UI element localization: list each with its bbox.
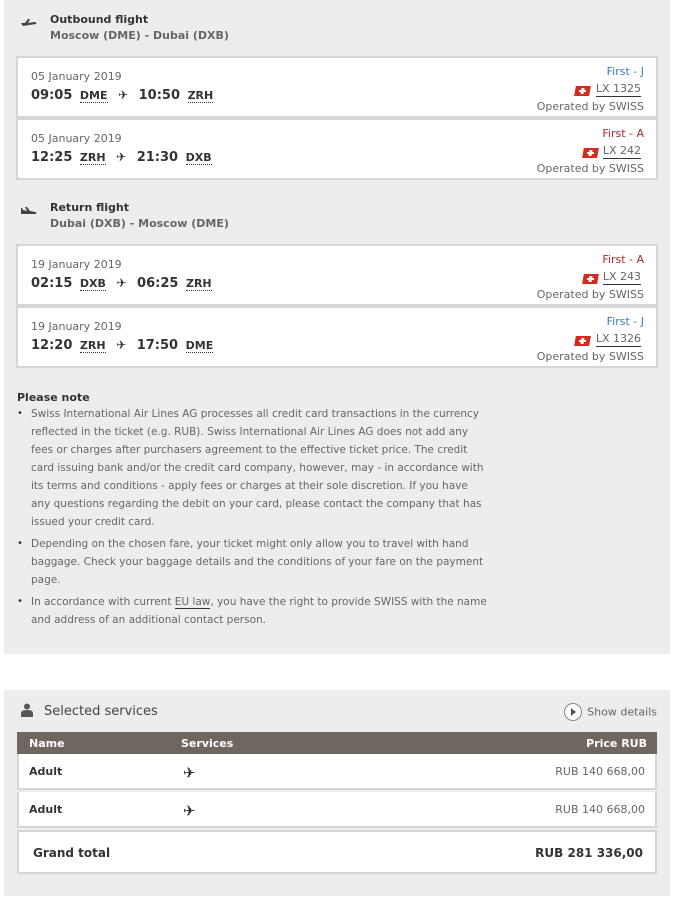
departure-airport-code[interactable]: ZRH: [79, 151, 106, 164]
plane-icon: ✈: [118, 88, 129, 102]
grand-total-label: Grand total: [33, 846, 111, 860]
arrival-airport-code[interactable]: DXB: [185, 151, 212, 164]
flight-date: 05 January 2019: [31, 70, 122, 83]
note-item: [17, 405, 487, 531]
operated-by: Operated by SWISS: [536, 100, 644, 113]
row-price: RUB 140 668,00: [555, 803, 645, 816]
column-header-name: Name: [29, 737, 65, 750]
flight-number-link[interactable]: LX 1326: [595, 332, 641, 345]
flight-date: 19 January 2019: [31, 258, 122, 271]
bullet-icon: •: [17, 596, 23, 607]
note-text: Swiss International Air Lines AG processes all credit card transactions in the currency reflected in the ticket (e.g. RUB). Swiss International Air Lines AG does not add any fees or charges after purchasers agreement to the effective ticket price. The credit card issuing bank and/or the credit card company, however, may - in accordance with its terms and conditions - apply fees or charges at their sole discretion. If you have any questions regarding the debit on your card, please contact the company that has issued your credit card.: [31, 408, 484, 528]
flight-number-link[interactable]: LX 242: [602, 144, 641, 157]
landing-icon: [20, 205, 38, 217]
arrival-airport-code[interactable]: DME: [185, 339, 214, 352]
row-price: RUB 140 668,00: [555, 765, 645, 778]
arrival-time: 06:25: [137, 276, 179, 291]
table-header: [17, 732, 657, 754]
outbound-route: Moscow (DME) - Dubai (DXB): [50, 29, 229, 42]
arrival-time: 10:50: [138, 88, 181, 103]
departure-airport-code[interactable]: ZRH: [79, 339, 106, 352]
selected-services-title: Selected services: [44, 704, 158, 719]
return-route: Dubai (DXB) - Moscow (DME): [50, 217, 229, 230]
flight-times: [31, 276, 212, 291]
departure-airport-code[interactable]: DME: [79, 89, 108, 102]
plane-icon: ✈: [116, 276, 127, 290]
return-title: Return flight: [50, 201, 129, 214]
flight-number-link[interactable]: LX 1325: [595, 82, 641, 95]
arrival-airport-code[interactable]: ZRH: [187, 89, 214, 102]
flight-date: 05 January 2019: [31, 132, 122, 145]
flight-times: [31, 150, 212, 165]
departure-time: 02:15: [31, 276, 73, 291]
swiss-flag-icon: [574, 86, 591, 96]
show-details-label: Show details: [587, 705, 657, 719]
fare-class: First - J: [606, 65, 644, 78]
swiss-flag-icon: [574, 336, 591, 346]
please-note-list: [17, 405, 487, 633]
fare-class: First - A: [602, 253, 644, 266]
departure-time: 09:05: [31, 88, 73, 103]
departure-time: 12:20: [31, 338, 73, 353]
column-header-services: Services: [181, 737, 234, 750]
flight-summary-panel: [4, 0, 670, 654]
table-row: [17, 754, 657, 790]
show-details-button[interactable]: [564, 703, 657, 721]
takeoff-icon: [20, 16, 38, 28]
bullet-icon: •: [17, 408, 23, 419]
departure-airport-code[interactable]: DXB: [79, 277, 106, 290]
flight-times: [31, 338, 213, 353]
arrival-time: 17:50: [136, 338, 179, 353]
passenger-name: Adult: [29, 765, 63, 778]
flight-date: 19 January 2019: [31, 320, 122, 333]
arrival-airport-code[interactable]: ZRH: [185, 277, 212, 290]
flight-card-outbound-1[interactable]: [16, 56, 658, 118]
passenger-name: Adult: [29, 803, 63, 816]
selected-services-panel: [4, 690, 670, 896]
flight-number-link[interactable]: LX 243: [602, 270, 641, 283]
fare-class: First - A: [602, 127, 644, 140]
operated-by: Operated by SWISS: [536, 350, 644, 363]
plane-icon: ✈: [116, 338, 127, 352]
swiss-flag-icon: [582, 274, 599, 284]
flight-service-icon: ✈: [183, 764, 196, 782]
column-header-price: Price RUB: [586, 737, 647, 750]
operated-by: Operated by SWISS: [536, 162, 644, 175]
operated-by: Operated by SWISS: [536, 288, 644, 301]
flight-card-return-1[interactable]: [16, 244, 658, 306]
note-item: [17, 593, 487, 629]
note-text: Depending on the chosen fare, your ticket might only allow you to travel with hand baggage. Check your baggage details and the conditions of your fare on the payment page.: [31, 538, 484, 586]
swiss-flag-icon: [582, 148, 599, 158]
services-table: [17, 732, 657, 874]
note-item: [17, 535, 487, 589]
grand-total-value: RUB 281 336,00: [535, 846, 643, 860]
flight-service-icon: ✈: [183, 802, 196, 820]
please-note-title: Please note: [17, 391, 90, 404]
grand-total-row: [17, 830, 657, 874]
table-row: [17, 792, 657, 828]
fare-class: First - J: [606, 315, 644, 328]
bullet-icon: •: [17, 538, 23, 549]
flight-card-outbound-2[interactable]: [16, 118, 658, 180]
note-text: In accordance with current: [31, 596, 175, 608]
person-icon: [20, 703, 34, 717]
note-text: , you have the right to provide SWISS with the name and address of an additional contact person.: [31, 596, 487, 626]
plane-icon: ✈: [116, 150, 127, 164]
flight-times: [31, 88, 213, 103]
eu-law-link[interactable]: EU law: [174, 596, 211, 608]
arrival-time: 21:30: [136, 150, 179, 165]
departure-time: 12:25: [31, 150, 73, 165]
play-circle-icon: [564, 703, 582, 721]
outbound-title: Outbound flight: [50, 13, 149, 26]
flight-card-return-2[interactable]: [16, 306, 658, 368]
